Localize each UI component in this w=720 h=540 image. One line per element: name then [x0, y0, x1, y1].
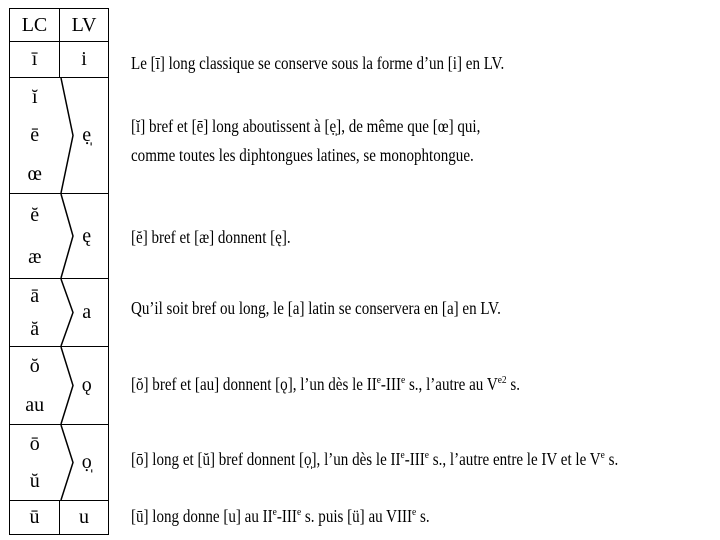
lv-cell: a: [60, 279, 109, 347]
lv-cell: ę: [60, 194, 109, 279]
table-row: [10, 78, 109, 194]
lv-cell: ọ̩: [60, 425, 109, 501]
table-row: [10, 279, 109, 347]
brace-icon: [60, 347, 74, 424]
table-row: [10, 347, 109, 425]
lc-cell: ī: [10, 42, 60, 78]
vowel-correspondence-table: [9, 8, 109, 535]
header-lc: LC: [10, 9, 60, 42]
lc-cell: ĕ æ: [10, 194, 60, 279]
note-a: Qu’il soit bref ou long, le [a] latin se conservera en [a] en LV.: [131, 298, 501, 318]
note-o-short: [ŏ] bref et [au] donnent [ǫ], l’un dès le IIe-IIIe s., l’autre au $V^{e2}$ s.: [131, 374, 521, 394]
lc-cell: ū: [10, 501, 60, 535]
note-i-short-line1: [ĭ] bref et [ē] long aboutissent à [ẹ̩], de même que [œ] qui,: [131, 116, 481, 136]
lv-cell: ǫ: [60, 347, 109, 425]
note-i-long: Le [ī] long classique se conserve sous la forme d’un [i] en LV.: [131, 53, 505, 73]
lc-cell: ō ŭ: [10, 425, 60, 501]
lc-cell: ŏ au: [10, 347, 60, 425]
brace-icon: [60, 279, 74, 346]
note-u-long: [ū] long donne [u] au IIe-IIIe s. puis [ü] au VIIIe s.: [131, 506, 430, 526]
table-row: [10, 425, 109, 501]
brace-icon: [60, 78, 74, 193]
lc-cell: ā ă: [10, 279, 60, 347]
table-row: [10, 501, 109, 535]
table-row: [10, 42, 109, 78]
note-e-short: [ĕ] bref et [æ] donnent [ę].: [131, 227, 291, 247]
brace-icon: [60, 425, 74, 500]
lv-cell: u: [60, 501, 109, 535]
brace-icon: [60, 194, 74, 278]
note-i-short-line2: comme toutes les diphtongues latines, se monophtongue.: [131, 145, 474, 165]
lc-cell: ĭ ē œ: [10, 78, 60, 194]
lv-cell: ẹ̩: [60, 78, 109, 194]
table-row: [10, 194, 109, 279]
lv-cell: i: [60, 42, 109, 78]
header-lv: LV: [60, 9, 109, 42]
note-o-long: [ō] long et [ŭ] bref donnent [ọ̩], l’un dès le IIe-IIIe s., l’autre entre le IV et le Ve s.: [131, 449, 619, 469]
